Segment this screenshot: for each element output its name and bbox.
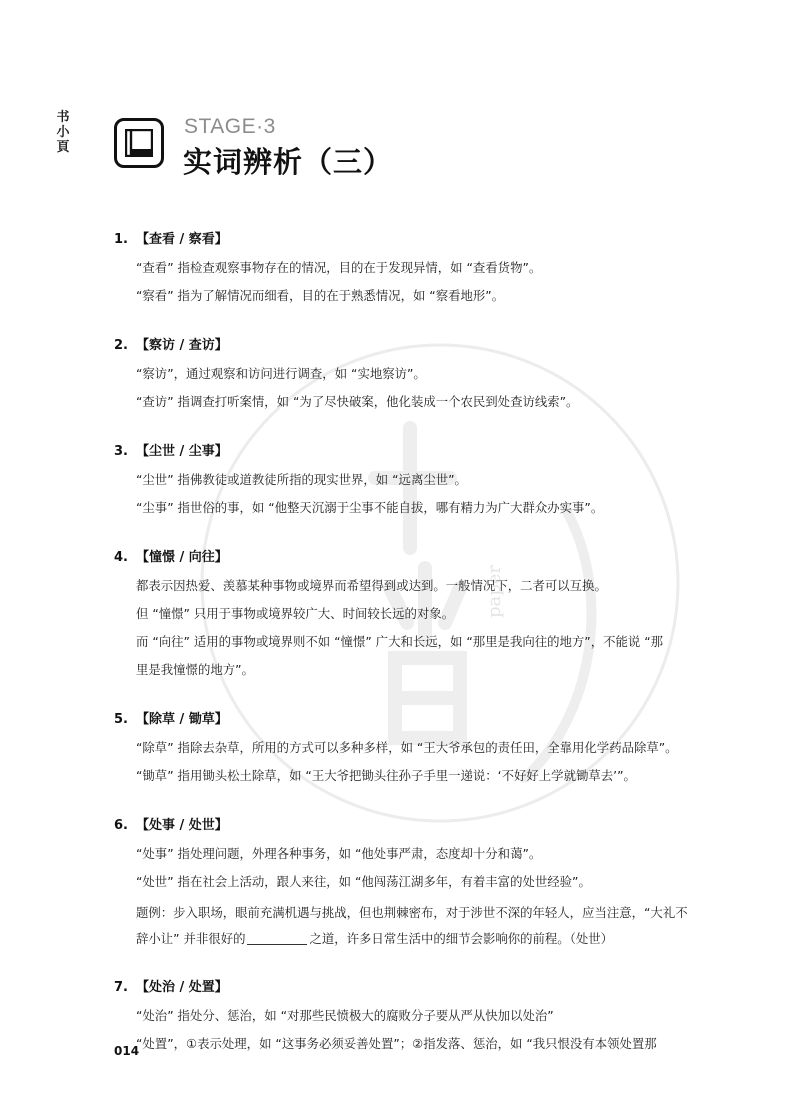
side-logo [56, 110, 70, 155]
answer-blank [247, 930, 307, 945]
entry-title: 【处治 / 处置】 [136, 980, 228, 995]
example-text-after: 之道，许多日常生活中的细节会影响你的前程。（处世） [309, 931, 614, 946]
entry-line: 而 “向往” 适用的事物或境界则不如 “憧憬” 广大和长远，如 “那里是我向往的地方”，不能说 “那 [136, 634, 664, 649]
stage-label: STAGE·3 [184, 115, 276, 138]
entry-line: “察看” 指为了解情况而细看，目的在于熟悉情况，如 “察看地形”。 [136, 288, 505, 303]
entry-heading [114, 812, 694, 840]
page-title: 实词辨析（三） [183, 145, 394, 179]
entry-heading [114, 332, 694, 360]
entry-list [114, 226, 694, 1080]
entry-title: 【憧憬 / 向往】 [136, 550, 228, 565]
logo-char: 頁 [56, 140, 70, 155]
entry-title: 【处事 / 处世】 [136, 818, 228, 833]
entry-7 [114, 974, 694, 1058]
entry-1 [114, 226, 694, 310]
entry-title: 【查看 / 察看】 [136, 232, 228, 247]
entry-line: “处事” 指处理问题，外理各种事务，如 “他处事严肃，态度却十分和蔼”。 [136, 846, 542, 861]
entry-number: 3. [114, 444, 128, 459]
entry-heading [114, 706, 694, 734]
entry-line: “锄草” 指用锄头松土除草，如 “王大爷把锄头往孙子手里一递说：‘不好好上学就锄草去’”。 [136, 768, 636, 783]
entry-title: 【察访 / 查访】 [136, 338, 228, 353]
entry-line: “尘事” 指世俗的事，如 “他整天沉溺于尘事不能自拔，哪有精力为广大群众办实事”。 [136, 500, 604, 515]
entry-line: 里是我憧憬的地方”。 [136, 662, 254, 677]
example-text-before: 题例：步入职场，眼前充满机遇与挑战，但也荆棘密布，对于涉世不深的年轻人，应当注意，“大礼不辞小让” 并非很好的 [136, 905, 688, 946]
entry-line: “查看” 指检查观察事物存在的情况，目的在于发现异情，如 “查看货物”。 [136, 260, 542, 275]
entry-line: “处置”，①表示处理，如 “这事务必须妥善处置”；②指发落、惩治，如 “我只恨没有本领处置那 [136, 1036, 657, 1051]
logo-char: 书 [56, 110, 70, 125]
entry-heading [114, 974, 694, 1002]
page-number: 014 [114, 1044, 140, 1058]
entry-line: “查访” 指调查打听案情，如 “为了尽快破案，他化装成一个农民到处查访线索”。 [136, 394, 579, 409]
entry-title: 【尘世 / 尘事】 [136, 444, 228, 459]
entry-line: “察访”，通过观察和访问进行调查，如 “实地察访”。 [136, 366, 426, 381]
entry-heading [114, 544, 694, 572]
logo-char: 小 [56, 125, 70, 140]
entry-heading [114, 438, 694, 466]
entry-4 [114, 544, 694, 684]
entry-5 [114, 706, 694, 790]
entry-line: “处治” 指处分、惩治，如 “对那些民愤极大的腐败分子要从严从快加以处治” [136, 1008, 554, 1023]
example-question [114, 896, 696, 952]
entry-line: 但 “憧憬” 只用于事物或境界较广大、时间较长远的对象。 [136, 606, 455, 621]
entry-3 [114, 438, 694, 522]
entry-6 [114, 812, 694, 952]
entry-line: “处世” 指在社会上活动，跟人来往，如 “他闯荡江湖多年，有着丰富的处世经验”。 [136, 874, 591, 889]
entry-number: 6. [114, 818, 128, 833]
entry-number: 7. [114, 980, 128, 995]
watermark-text: paper [484, 564, 505, 618]
entry-number: 2. [114, 338, 128, 353]
entry-line: 都表示因热爱、羡慕某种事物或境界而希望得到或达到。一般情况下，二者可以互换。 [136, 578, 607, 593]
entry-heading [114, 226, 694, 254]
entry-number: 1. [114, 232, 128, 247]
entry-title: 【除草 / 锄草】 [136, 712, 228, 727]
entry-line: “除草” 指除去杂草，所用的方式可以多种多样，如 “王大爷承包的责任田，全靠用化学药品除草”。 [136, 740, 678, 755]
entry-number: 4. [114, 550, 128, 565]
entry-line: “尘世” 指佛教徒或道教徒所指的现实世界，如 “远离尘世”。 [136, 472, 467, 487]
book-icon [114, 118, 164, 168]
entry-number: 5. [114, 712, 128, 727]
entry-2 [114, 332, 694, 416]
